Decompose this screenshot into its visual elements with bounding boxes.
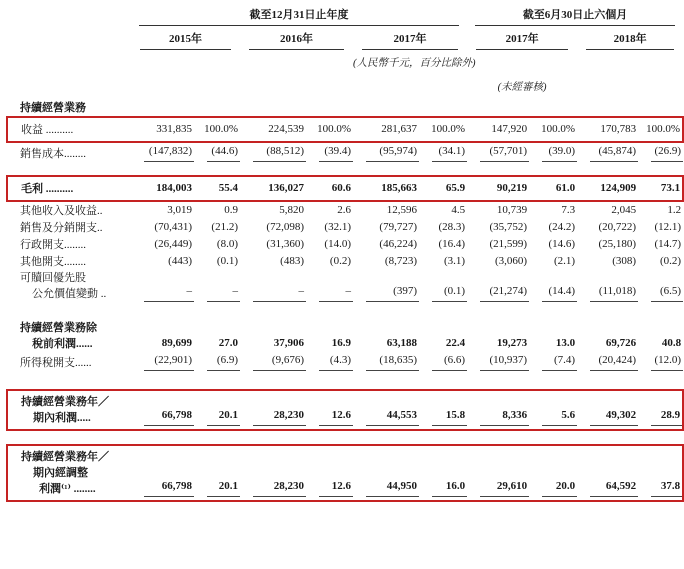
cell-percent: 13.0 [555,337,576,349]
cell-amount: (21,274) [467,270,529,302]
row-label-line: 稅前利潤...... [32,338,93,350]
cell-amount: 37,906 [273,337,304,349]
row-spacer [7,430,683,445]
row-label-line: 持續經營業務除 [20,322,97,334]
cell-amount: (26,449) [154,238,192,250]
cell-percent: (14.4) [529,270,577,302]
cell-amount: 147,920 [467,117,529,142]
cell-percent: (2.1) [553,255,576,267]
table-body [7,100,683,501]
cell-amount: 124,909 [577,176,638,201]
cell-amount: (79,727) [379,221,417,233]
row-label [7,270,131,302]
cell-amount: 44,950 [353,445,419,501]
cell-amount: – [240,270,306,302]
cell-percent: 16.9 [331,337,351,349]
cell-percent: (14.6) [548,238,576,250]
cell-amount: 331,835 [131,117,194,142]
cell-percent: (39.4) [306,142,353,162]
cell-percent: 0.9 [224,204,238,216]
cell-percent: (28.3) [438,221,466,233]
cell-percent: (6.9) [194,352,240,371]
row-label-line: 持續經營業務年／ [21,451,109,463]
cell-percent: 5.6 [529,390,577,430]
row-label-line: 利潤⁽¹⁾ ........ [39,483,96,495]
cell-amount: 28,230 [240,390,306,430]
cell-percent: 55.4 [194,176,240,201]
cell-percent: (4.3) [306,352,353,371]
cell-percent: (7.4) [529,352,577,371]
table-row [7,352,683,371]
financial-summary-table [6,4,684,502]
cell-amount: (483) [280,255,304,267]
year-header-row [7,26,683,50]
cell-percent: 65.9 [419,176,467,201]
cell-percent: 22.4 [445,337,466,349]
cell-percent: (6.6) [419,352,467,371]
year-header-2017: 2017年 [362,26,458,50]
group-header-annual: 截至12月31日止年度 [139,4,459,26]
row-label [7,253,131,270]
row-label [7,352,131,371]
row-spacer [7,371,683,390]
table-row [7,142,683,162]
cell-percent: – [306,270,353,302]
cell-percent: 12.6 [306,445,353,501]
period-group-header-row [7,4,683,26]
cell-amount: (20,722) [598,221,637,233]
cell-amount: – [131,270,194,302]
table-row [7,270,683,302]
cell-percent: (0.1) [216,255,238,267]
cell-percent: (26.9) [638,142,683,162]
cell-amount: (72,098) [266,221,304,233]
table-row [7,176,683,201]
cell-percent: 61.0 [529,176,577,201]
cell-amount: 90,219 [467,176,529,201]
cell-percent: 15.8 [419,390,467,430]
cell-amount: 10,739 [496,204,528,216]
cell-percent: (34.1) [419,142,467,162]
cell-percent: – [194,270,240,302]
row-label-line: 收益 .......... [21,124,74,136]
row-label-line: 其他收入及收益.. [20,205,103,217]
cell-percent: 1.2 [667,204,682,216]
cell-amount: 3,019 [167,204,192,216]
cell-amount: (11,018) [577,270,638,302]
row-label-line: 行政開支........ [20,239,86,251]
cell-amount: (88,512) [240,142,306,162]
row-label [7,201,131,219]
cell-amount: (147,832) [131,142,194,162]
cell-percent: (39.0) [529,142,577,162]
cell-percent: (8.0) [216,238,238,250]
cell-amount: 2,045 [611,204,637,216]
year-header-2015: 2015年 [140,26,231,50]
cell-amount: 5,820 [279,204,304,216]
cell-percent: (32.1) [324,221,351,233]
cell-percent: (16.4) [438,238,466,250]
row-label-line: 所得稅開支...... [20,357,92,369]
cell-amount: (31,360) [266,238,304,250]
cell-amount: 89,699 [161,337,192,349]
cell-percent: (0.2) [329,255,351,267]
year-header-2017-interim: 2017年 [476,26,568,50]
cell-percent: 28.9 [638,390,683,430]
cell-percent: (12.1) [654,221,682,233]
cell-percent: 20.1 [194,390,240,430]
unaudited-note-row [7,70,683,100]
cell-amount: (21,599) [489,238,528,250]
table-row [7,236,683,253]
table-row [7,117,683,142]
cell-percent: 100.0% [529,117,577,142]
row-label [7,236,131,253]
row-label-line: 銷售成本........ [20,148,86,160]
cell-amount: (308) [612,255,637,267]
cell-amount: 184,003 [131,176,194,201]
cell-amount: (8,723) [384,255,417,267]
cell-amount: 63,188 [386,337,417,349]
cell-amount: 185,663 [353,176,419,201]
table-row [7,302,683,320]
row-label-line: 持續經營業務年／ [21,396,109,408]
cell-amount: 29,610 [467,445,529,501]
row-label [7,320,131,352]
cell-percent: 7.3 [561,204,576,216]
cell-percent: 60.6 [306,176,353,201]
cell-amount: 19,273 [496,337,528,349]
table-row [7,445,683,501]
cell-percent: 20.1 [194,445,240,501]
year-header-2016: 2016年 [249,26,344,50]
row-spacer [7,302,683,320]
cell-amount: (57,701) [467,142,529,162]
cell-amount: 69,726 [605,337,637,349]
table-row [7,371,683,390]
row-label-line: 毛利 .......... [21,183,74,195]
cell-amount: (25,180) [598,238,637,250]
cell-percent: (0.2) [659,255,682,267]
group-header-interim: 截至6月30日止六個月 [475,4,675,26]
cell-percent: (44.6) [194,142,240,162]
row-label-line: 期內經調整 [33,467,88,479]
row-label-line: 期內利潤..... [33,412,91,424]
cell-percent: 100.0% [194,117,240,142]
cell-percent: (24.2) [548,221,576,233]
cell-percent: 100.0% [638,117,683,142]
cell-amount: 136,027 [240,176,306,201]
unaudited-note: (未經審核) [497,82,547,93]
row-label-line: 可贖回優先股 [20,272,86,284]
table-row [7,162,683,176]
cell-amount: 170,783 [577,117,638,142]
table-row [7,100,683,117]
cell-amount: (20,424) [577,352,638,371]
row-label-line: 銷售及分銷開支.. [20,222,103,234]
cell-percent: 100.0% [306,117,353,142]
cell-amount: 66,798 [131,445,194,501]
row-label-line: 公允價值變動 .. [32,288,107,300]
section-header: 持續經營業務 [20,102,86,114]
cell-amount: 8,336 [467,390,529,430]
cell-percent: (14.7) [654,238,682,250]
cell-percent: (21.2) [211,221,238,233]
cell-amount: (397) [353,270,419,302]
cell-amount: (10,937) [467,352,529,371]
table-row [7,320,683,352]
cell-amount: 12,596 [386,204,417,216]
cell-percent: 27.0 [218,337,238,349]
table-row [7,253,683,270]
cell-percent: 2.6 [337,204,351,216]
cell-amount: 49,302 [577,390,638,430]
cell-amount: (22,901) [131,352,194,371]
table-row [7,390,683,430]
cell-percent: (3.1) [443,255,466,267]
cell-amount: (70,431) [154,221,192,233]
cell-amount: 224,539 [240,117,306,142]
unit-note-row [7,50,683,70]
table-row [7,201,683,219]
row-label [7,219,131,236]
cell-percent: 4.5 [451,204,466,216]
cell-percent: (6.5) [638,270,683,302]
cell-amount: (443) [168,255,192,267]
currency-unit-note: (人民幣千元，百分比除外) [353,58,476,69]
cell-amount: 44,553 [353,390,419,430]
cell-percent: 16.0 [419,445,467,501]
row-label-line: 其他開支........ [20,256,86,268]
cell-amount: (18,635) [353,352,419,371]
row-label [7,142,131,162]
table-row [7,430,683,445]
cell-amount: 64,592 [577,445,638,501]
cell-amount: 28,230 [240,445,306,501]
cell-percent: 40.8 [661,337,682,349]
cell-percent: 37.8 [638,445,683,501]
cell-percent: 12.6 [306,390,353,430]
row-label [7,445,131,501]
cell-percent: 100.0% [419,117,467,142]
cell-amount: (45,874) [577,142,638,162]
cell-amount: (46,224) [379,238,417,250]
cell-percent: 73.1 [638,176,683,201]
year-header-2018-interim: 2018年 [586,26,674,50]
cell-amount: (3,060) [494,255,528,267]
row-spacer [7,162,683,176]
cell-amount: (35,752) [489,221,528,233]
cell-percent: (14.0) [324,238,351,250]
cell-amount: 66,798 [131,390,194,430]
row-label [7,176,131,201]
cell-percent: (0.1) [419,270,467,302]
cell-percent: (12.0) [638,352,683,371]
cell-amount: (9,676) [240,352,306,371]
cell-amount: (95,974) [353,142,419,162]
row-label [7,390,131,430]
cell-percent: 20.0 [529,445,577,501]
table-row [7,219,683,236]
row-label [7,117,131,142]
cell-amount: 281,637 [353,117,419,142]
